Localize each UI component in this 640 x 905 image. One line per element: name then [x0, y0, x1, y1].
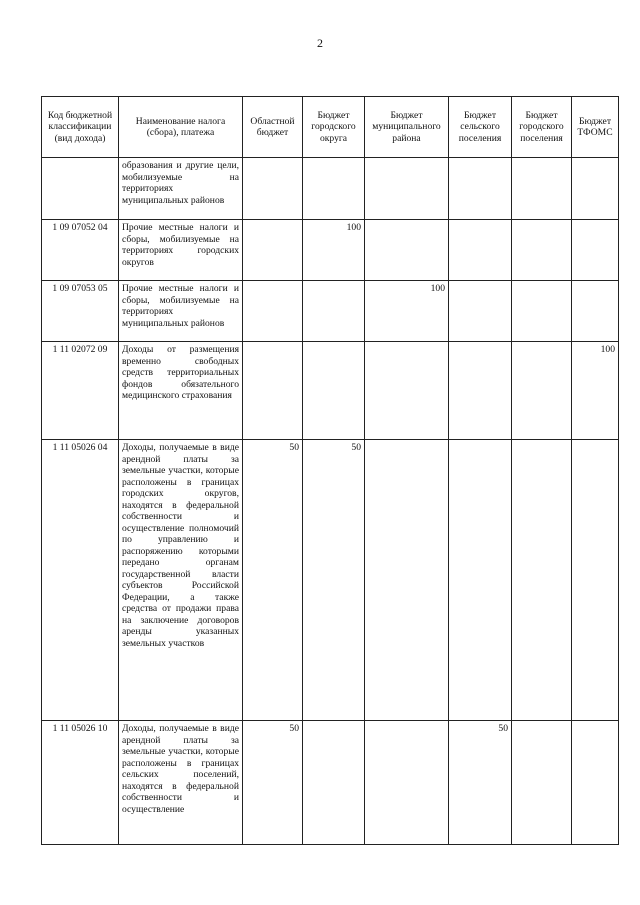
row-tfoms	[572, 220, 619, 281]
row-rural-settlement: 50	[449, 721, 512, 845]
row-municipal-district	[365, 158, 449, 220]
header-rural-settlement: Бюджет сельского поселения	[449, 97, 512, 158]
row-tfoms	[572, 721, 619, 845]
row-city-district	[303, 721, 365, 845]
row-name: образования и другие цели, мобилизуемые на территориях муниципальных районов	[119, 158, 243, 220]
table-row	[42, 281, 619, 342]
row-code: 1 11 05026 04	[42, 440, 119, 721]
row-rural-settlement	[449, 158, 512, 220]
table-row	[42, 721, 619, 845]
budget-table	[41, 96, 619, 845]
row-city-district	[303, 342, 365, 440]
row-name: Прочие местные налоги и сборы, мобилизуемые на территориях городских округов	[119, 220, 243, 281]
row-code: 1 09 07052 04	[42, 220, 119, 281]
header-city-district: Бюджет городского округа	[303, 97, 365, 158]
row-regional	[243, 281, 303, 342]
row-code: 1 11 02072 09	[42, 342, 119, 440]
header-urban-settlement: Бюджет городского поселения	[512, 97, 572, 158]
row-rural-settlement	[449, 220, 512, 281]
row-tfoms	[572, 158, 619, 220]
table-row	[42, 220, 619, 281]
row-urban-settlement	[512, 281, 572, 342]
row-rural-settlement	[449, 342, 512, 440]
row-code: 1 11 05026 10	[42, 721, 119, 845]
row-name: Доходы от размещения временно свободных средств территориальных фондов обязательного медицинского страхования	[119, 342, 243, 440]
row-regional	[243, 158, 303, 220]
row-urban-settlement	[512, 342, 572, 440]
table-row	[42, 440, 619, 721]
header-name: Наименование налога (сбора), платежа	[119, 97, 243, 158]
row-tfoms	[572, 440, 619, 721]
row-city-district	[303, 158, 365, 220]
row-rural-settlement	[449, 440, 512, 721]
table-header-row	[42, 97, 619, 158]
row-name: Прочие местные налоги и сборы, мобилизуемые на территориях муниципальных районов	[119, 281, 243, 342]
row-code: 1 09 07053 05	[42, 281, 119, 342]
row-municipal-district	[365, 721, 449, 845]
row-regional: 50	[243, 440, 303, 721]
row-municipal-district: 100	[365, 281, 449, 342]
header-regional: Областной бюджет	[243, 97, 303, 158]
row-tfoms	[572, 281, 619, 342]
header-tfoms: Бюджет ТФОМС	[572, 97, 619, 158]
row-urban-settlement	[512, 440, 572, 721]
row-regional: 50	[243, 721, 303, 845]
row-code	[42, 158, 119, 220]
row-municipal-district	[365, 342, 449, 440]
row-rural-settlement	[449, 281, 512, 342]
row-regional	[243, 342, 303, 440]
row-name: Доходы, получаемые в виде арендной платы за земельные участки, которые расположены в границах сельских поселений, находятся в федеральной собственности и осуществление	[119, 721, 243, 845]
row-urban-settlement	[512, 220, 572, 281]
row-city-district: 100	[303, 220, 365, 281]
table-row	[42, 342, 619, 440]
row-city-district: 50	[303, 440, 365, 721]
row-name: Доходы, получаемые в виде арендной платы за земельные участки, которые расположены в границах городских округов, находятся в федеральной собственности и осуществление полномочий по управлению и распоряжению которыми передано органам государственной власти субъектов Российской Федерации, а также средства от продажи права на заключение договоров аренды указанных земельных участков	[119, 440, 243, 721]
row-regional	[243, 220, 303, 281]
row-municipal-district	[365, 220, 449, 281]
row-urban-settlement	[512, 721, 572, 845]
row-tfoms: 100	[572, 342, 619, 440]
row-municipal-district	[365, 440, 449, 721]
page-number: 2	[317, 36, 323, 50]
header-code: Код бюджетной классификации (вид дохода)	[42, 97, 119, 158]
row-city-district	[303, 281, 365, 342]
row-urban-settlement	[512, 158, 572, 220]
header-municipal-district: Бюджет муниципального района	[365, 97, 449, 158]
table-row	[42, 158, 619, 220]
